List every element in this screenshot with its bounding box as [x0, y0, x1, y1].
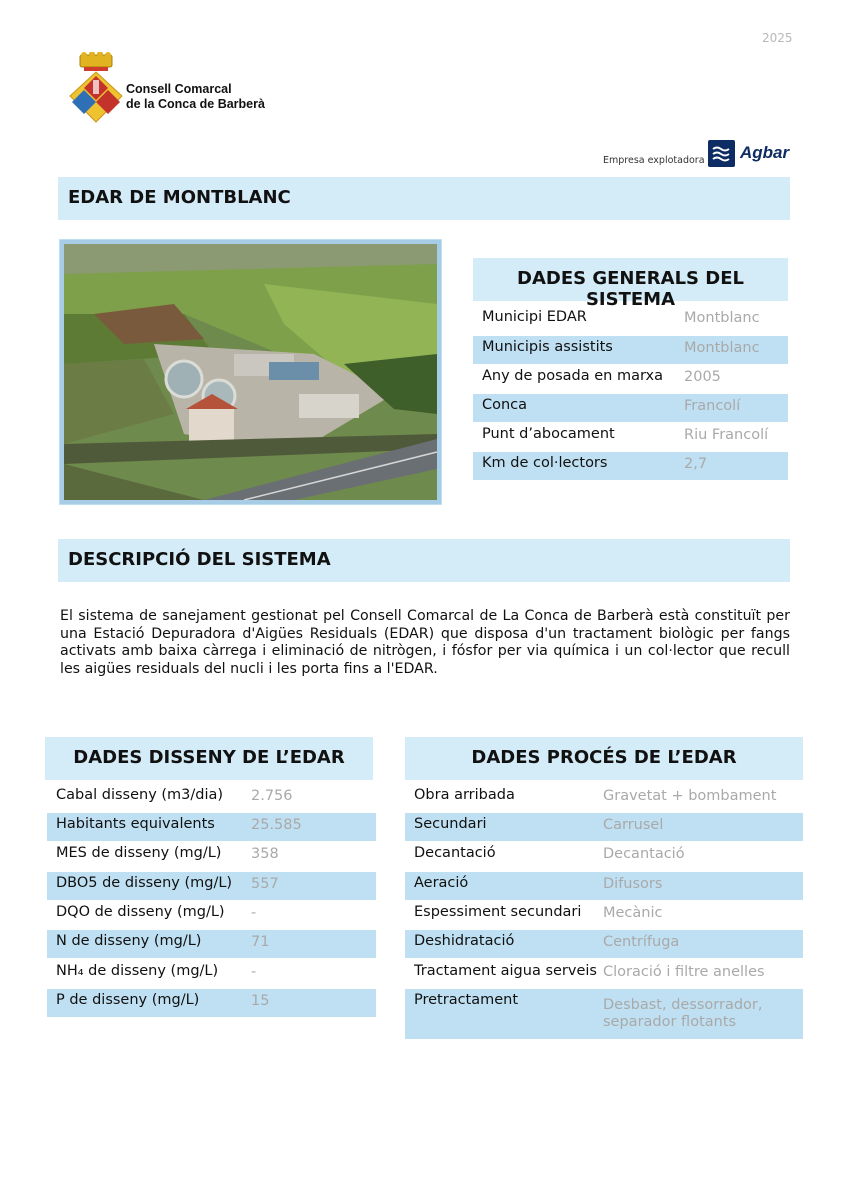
- table-row: [473, 452, 788, 480]
- row-value: 2,7: [684, 456, 708, 472]
- row-label: DBO5 de disseny (mg/L): [56, 875, 233, 891]
- row-label: MES de disseny (mg/L): [56, 845, 222, 861]
- row-value: Carrusel: [603, 817, 664, 833]
- table-row: [473, 336, 788, 364]
- row-value: Desbast, dessorrador, separador flotants: [603, 997, 763, 1030]
- row-label: Pretractament: [414, 992, 519, 1008]
- row-label: Deshidratació: [414, 933, 515, 949]
- general-data-heading: DADES GENERALS DEL SISTEMA: [517, 268, 744, 310]
- council-crest-icon: [68, 52, 124, 124]
- row-value: 71: [251, 934, 270, 950]
- row-label: Punt d’abocament: [482, 426, 615, 442]
- table-row: [473, 306, 788, 334]
- row-value: -: [251, 905, 257, 921]
- row-value: Gravetat + bombament: [603, 788, 777, 804]
- row-label: Km de col·lectors: [482, 455, 608, 471]
- row-label: Obra arribada: [414, 787, 515, 803]
- table-row: [405, 872, 803, 900]
- table-row: [47, 813, 376, 841]
- table-row: [47, 960, 376, 988]
- table-row: [47, 901, 376, 929]
- table-row: [405, 960, 803, 988]
- row-label: Espessiment secundari: [414, 904, 582, 920]
- row-label: DQO de disseny (mg/L): [56, 904, 225, 920]
- operator-name: Agbar: [740, 143, 790, 162]
- table-row: [405, 813, 803, 841]
- document-year: 2025: [762, 31, 793, 45]
- row-value: Montblanc: [684, 340, 760, 356]
- row-label: Municipis assistits: [482, 339, 613, 355]
- agbar-logo-icon: [708, 140, 735, 167]
- description-heading: DESCRIPCIÓ DEL SISTEMA: [68, 549, 331, 570]
- table-row: [405, 930, 803, 958]
- row-label: Conca: [482, 397, 528, 413]
- row-label: Habitants equivalents: [56, 816, 215, 832]
- table-row: [405, 989, 803, 1039]
- table-row: [405, 901, 803, 929]
- row-label: Decantació: [414, 845, 496, 861]
- table-row: [47, 930, 376, 958]
- table-row: [473, 394, 788, 422]
- table-row: [47, 989, 376, 1017]
- row-label: Municipi EDAR: [482, 309, 587, 325]
- row-label: Tractament aigua serveis: [414, 963, 597, 979]
- row-label: Aeració: [414, 875, 469, 891]
- row-label: Cabal disseny (m3/dia): [56, 787, 224, 803]
- general-data-heading-bar: [473, 258, 788, 310]
- page-title-bar: [58, 177, 790, 220]
- row-value: 2.756: [251, 788, 293, 804]
- row-label: N de disseny (mg/L): [56, 933, 202, 949]
- council-name: [126, 82, 265, 111]
- table-row: [473, 423, 788, 451]
- row-value: -: [251, 964, 257, 980]
- row-value: 15: [251, 993, 270, 1009]
- table-row: [473, 365, 788, 393]
- plant-aerial-photo: [59, 239, 442, 505]
- row-value: Cloració i filtre anelles: [603, 964, 765, 980]
- table-row: [405, 784, 803, 812]
- process-data-heading: DADES PROCÉS DE L’EDAR: [471, 747, 737, 768]
- design-data-heading-bar: [45, 737, 373, 780]
- table-row: [47, 872, 376, 900]
- row-label: NH₄ de disseny (mg/L): [56, 963, 219, 979]
- design-data-heading: DADES DISSENY DE L’EDAR: [73, 747, 345, 768]
- operator-label: Empresa explotadora: [603, 155, 705, 166]
- row-value: 358: [251, 846, 279, 862]
- council-name-line1: Consell Comarcal: [126, 82, 232, 96]
- row-value: 557: [251, 876, 279, 892]
- description-text: El sistema de sanejament gestionat pel Consell Comarcal de La Conca de Barberà està constituït per una Estació Depuradora d'Aigües Residuals (EDAR) que disposa d'un tractament biològic per fangs activats amb baixa càrrega i eliminació de nitrògen, i fósfor per via química i un col·lector que recull les aigües residuals del nucli i les porta fins a l'EDAR.: [60, 608, 790, 678]
- description-heading-bar: [58, 539, 790, 582]
- table-row: [405, 842, 803, 870]
- row-label: P de disseny (mg/L): [56, 992, 200, 1008]
- row-value: Difusors: [603, 876, 663, 892]
- row-value: Francolí: [684, 398, 741, 414]
- table-row: [47, 842, 376, 870]
- row-label: Secundari: [414, 816, 487, 832]
- table-row: [47, 784, 376, 812]
- row-value: 25.585: [251, 817, 302, 833]
- row-label: Any de posada en marxa: [482, 368, 664, 384]
- row-value: Decantació: [603, 846, 685, 862]
- row-value: Riu Francolí: [684, 427, 769, 443]
- row-value: 2005: [684, 369, 721, 385]
- council-name-line2: de la Conca de Barberà: [126, 96, 265, 111]
- row-value: Mecànic: [603, 905, 663, 921]
- process-data-heading-bar: [405, 737, 803, 780]
- page-title: EDAR DE MONTBLANC: [68, 187, 291, 208]
- row-value: Montblanc: [684, 310, 760, 326]
- row-value: Centrífuga: [603, 934, 680, 950]
